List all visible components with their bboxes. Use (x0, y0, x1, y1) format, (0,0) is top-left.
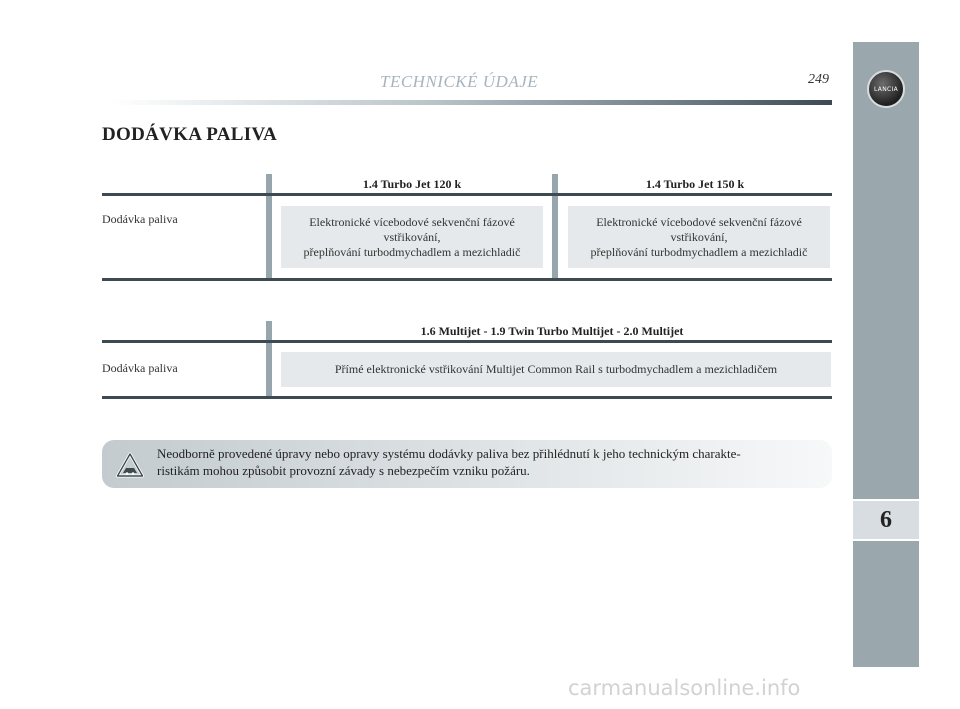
footer-watermark: carmanualsonline.info (568, 676, 801, 700)
table2-bottom-rule (102, 396, 832, 399)
cell-line: přeplňování turbodmychadlem a mezichladič (303, 244, 521, 259)
chapter-sidebar (853, 42, 919, 667)
warning-triangle-icon (116, 452, 144, 478)
chapter-number: 6 (880, 506, 892, 533)
cell-line: Elektronické vícebodové sekvenční fázové (596, 214, 802, 229)
cell-line: vstřikování, (670, 229, 728, 244)
table1-row-label: Dodávka paliva (102, 212, 178, 226)
warning-box (102, 440, 832, 488)
lancia-logo-icon (867, 70, 905, 108)
warning-text (157, 445, 817, 479)
chapter-tab (853, 499, 919, 541)
table1-bottom-rule (102, 278, 832, 281)
table2-column-header: 1.6 Multijet - 1.9 Twin Turbo Multijet - 2.0 Multijet (420, 324, 684, 338)
cell-line: Elektronické vícebodové sekvenční fázové (309, 214, 515, 229)
table2-cell (281, 352, 831, 387)
table1-column-header: 1.4 Turbo Jet 150 k (645, 177, 745, 191)
table1-cell (568, 206, 830, 268)
logo-text: LANCIA (874, 85, 898, 93)
table1-column-header: 1.4 Turbo Jet 120 k (362, 177, 462, 191)
table1-cell (281, 206, 543, 268)
cell-line: přeplňování turbodmychadlem a mezichladič (590, 244, 808, 259)
warning-line: Neodborně provedené úpravy nebo opravy systému dodávky paliva bez přihlédnutí k jeho technickým charakte- (157, 446, 741, 461)
cell-line: vstřikování, (383, 229, 441, 244)
header-rule (110, 100, 832, 105)
running-header-title: TECHNICKÉ ÚDAJE (380, 72, 539, 91)
page-number: 249 (808, 72, 829, 87)
section-title: DODÁVKA PALIVA (102, 124, 278, 145)
cell-text: Přímé elektronické vstřikování Multijet Common Rail s turbodmychadlem a mezichladičem (334, 362, 778, 376)
warning-line: ristikám mohou způsobit provozní závady s nebezpečím vzniku požáru. (157, 463, 530, 478)
table1-header-rule (102, 193, 832, 196)
table2-header-rule (102, 340, 832, 343)
table2-row-label: Dodávka paliva (102, 361, 178, 375)
